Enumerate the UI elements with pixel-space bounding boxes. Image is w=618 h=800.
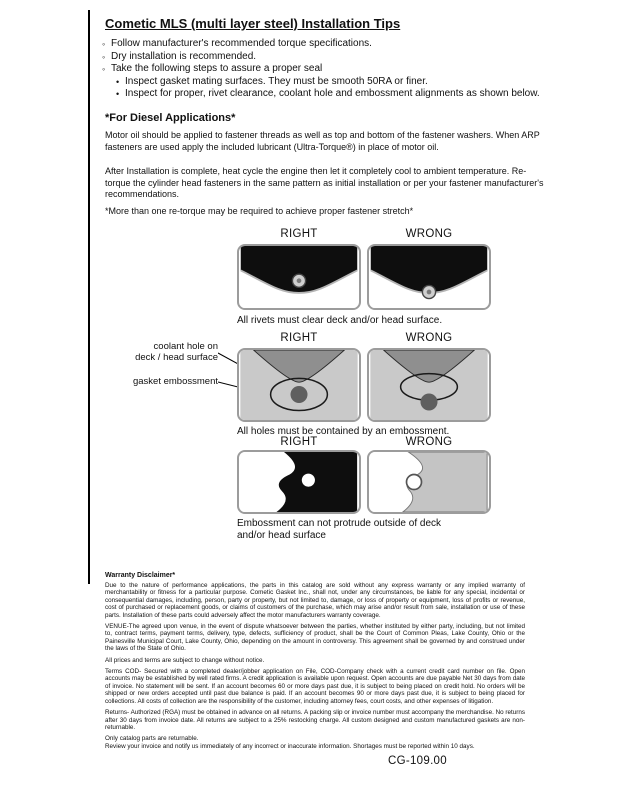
- right-column-label: RIGHT: [280, 228, 318, 240]
- bullet-item: [102, 63, 572, 76]
- embossment-wrong-illustration: [369, 350, 489, 420]
- page-code: CG-109.00: [388, 755, 447, 767]
- embossment-correct-illustration: [239, 350, 359, 420]
- left-margin-rule: [88, 10, 90, 584]
- circle-bullet-icon: ◦: [102, 39, 106, 49]
- legal-text-block: [105, 582, 525, 750]
- page-title: Cometic MLS (multi layer steel) Installation Tips: [105, 16, 401, 31]
- gasket-embossment-label: gasket embossment: [132, 376, 218, 387]
- coolant-hole-label: coolant hole on deck / head surface: [135, 341, 218, 363]
- caption-protrusion: Embossment can not protrude outside of deck and/or head surface: [237, 518, 442, 541]
- bullet-item: [102, 51, 572, 64]
- wrong-column-label: WRONG: [405, 436, 453, 448]
- legal-paragraph: Review your invoice and notify us immediately of any incorrect or inaccurate information. Shortages must be reported within 10 days.: [105, 742, 475, 750]
- diagram-protrusion-correct: [237, 450, 361, 514]
- diagram-rivet-correct: [237, 244, 361, 310]
- wrong-column-label: WRONG: [405, 228, 453, 240]
- diagram-embossment-correct: [237, 348, 361, 422]
- diagram-rivet-wrong: [367, 244, 491, 310]
- legal-paragraph: Returns- Authorized (RGA) must be obtained in advance on all returns. A packing slip or invoice number must accompany the merchandise. No returns after 30 days from invoice date. All returns are subject to a 25% restocking charge. All custom designed and custom manufactured gaskets are non-returnable.: [105, 709, 525, 731]
- bullet-text: Follow manufacturer's recommended torque specifications.: [111, 38, 372, 49]
- legal-paragraph: All prices and terms are subject to change without notice.: [105, 656, 265, 664]
- right-column-label: RIGHT: [280, 332, 318, 344]
- circle-bullet-icon: ◦: [102, 64, 106, 74]
- rivet-wrong-illustration: [369, 246, 489, 308]
- legal-paragraph: Due to the nature of performance applications, the parts in this catalog are sold without any express warranty or any implied warranty of merchantability or fitness for a particular purpose. Cometic Gasket Inc., shall not, under any circumstances, be liable for any special, incidental or consequential damages, including, person, party or property, but not limited to, damage, or loss of property or equipment, loss of profits or revenue, cost of purchased or replacement goods, or claims of customers of the purchase, which may arise and/or result from sale, installation or use of these parts. Installation of these parts could adversely affect the motor manufacturers warranty coverage.: [105, 582, 525, 619]
- bullet-text: Take the following steps to assure a proper seal: [111, 63, 323, 74]
- tips-list: [102, 38, 572, 101]
- diagram-protrusion-wrong: [367, 450, 491, 514]
- dot-bullet-icon: •: [116, 89, 120, 99]
- bullet-text: Dry installation is recommended.: [111, 50, 257, 62]
- bullet-text: Inspect for proper, rivet clearance, coolant hole and embossment alignments as shown below.: [125, 88, 540, 99]
- protrusion-wrong-illustration: [369, 452, 489, 512]
- right-column-label: RIGHT: [280, 436, 318, 448]
- dot-bullet-icon: •: [116, 76, 120, 87]
- circle-bullet-icon: ◦: [102, 51, 106, 62]
- rivet-correct-illustration: [239, 246, 359, 308]
- warranty-disclaimer-heading: Warranty Disclaimer*: [105, 572, 176, 579]
- legal-paragraph: Only catalog parts are returnable.: [105, 735, 199, 743]
- retorque-note: *More than one re-torque may be required to achieve proper fastener stretch*: [105, 206, 414, 216]
- sub-bullet-item: [116, 76, 572, 89]
- wrong-column-label: WRONG: [405, 332, 453, 344]
- caption-holes: All holes must be contained by an embossment.: [237, 426, 450, 437]
- diesel-paragraph-2: After Installation is complete, heat cycle the engine then let it completely cool to ambient temperature. Re-torque the cylinder head fasteners in the same pattern as initial installation or per your fastener manufacturer's recommendations.: [105, 166, 544, 199]
- diesel-heading: *For Diesel Applications*: [105, 112, 236, 124]
- protrusion-correct-illustration: [239, 452, 359, 512]
- bullet-item: [102, 38, 572, 51]
- sub-bullet-item: [116, 88, 572, 101]
- bullet-text: Inspect gasket mating surfaces. They must be smooth 50RA or finer.: [125, 75, 428, 87]
- diesel-paragraph-1: Motor oil should be applied to fastener threads as well as top and bottom of the fastener washers. When ARP fasteners are used apply the included lubricant (Ultra-Torque®) in place of motor oil.: [105, 130, 540, 152]
- diagram-embossment-wrong: [367, 348, 491, 422]
- legal-paragraph: Terms COD- Secured with a completed dealer/jobber application on File, COD-Company check with a current credit card number on file. Open accounts may be established by well rated firms. A credit application is available upon request. Open accounts are due payable Net 30 days from date of invoice. No statement will be sent. If an account becomes 60 or more days past due, it is subject to being placed on credit hold. No orders will be shipped or new orders accepted until past due balance is paid. If an account becomes 90 or more days past due, it is subject to being placed for collections. All costs of collection are the responsibility of the customer, including attorney fees, court costs, and other expenses of litigation.: [105, 668, 525, 705]
- caption-rivets: All rivets must clear deck and/or head surface.: [237, 315, 443, 326]
- legal-paragraph: VENUE-The agreed upon venue, in the event of dispute whatsoever between the parties, whether instituted by either party, including, but not limited to, contract terms, payment terms, delivery, type, defects, sufficiency of product, shall be the Court of Common Pleas, Lake County, Ohio or the Painesville Municipal Court, Lake County, Ohio, depending on the amount in controversy. This agreement shall be governed by and construed under the laws of the State of Ohio.: [105, 623, 525, 653]
